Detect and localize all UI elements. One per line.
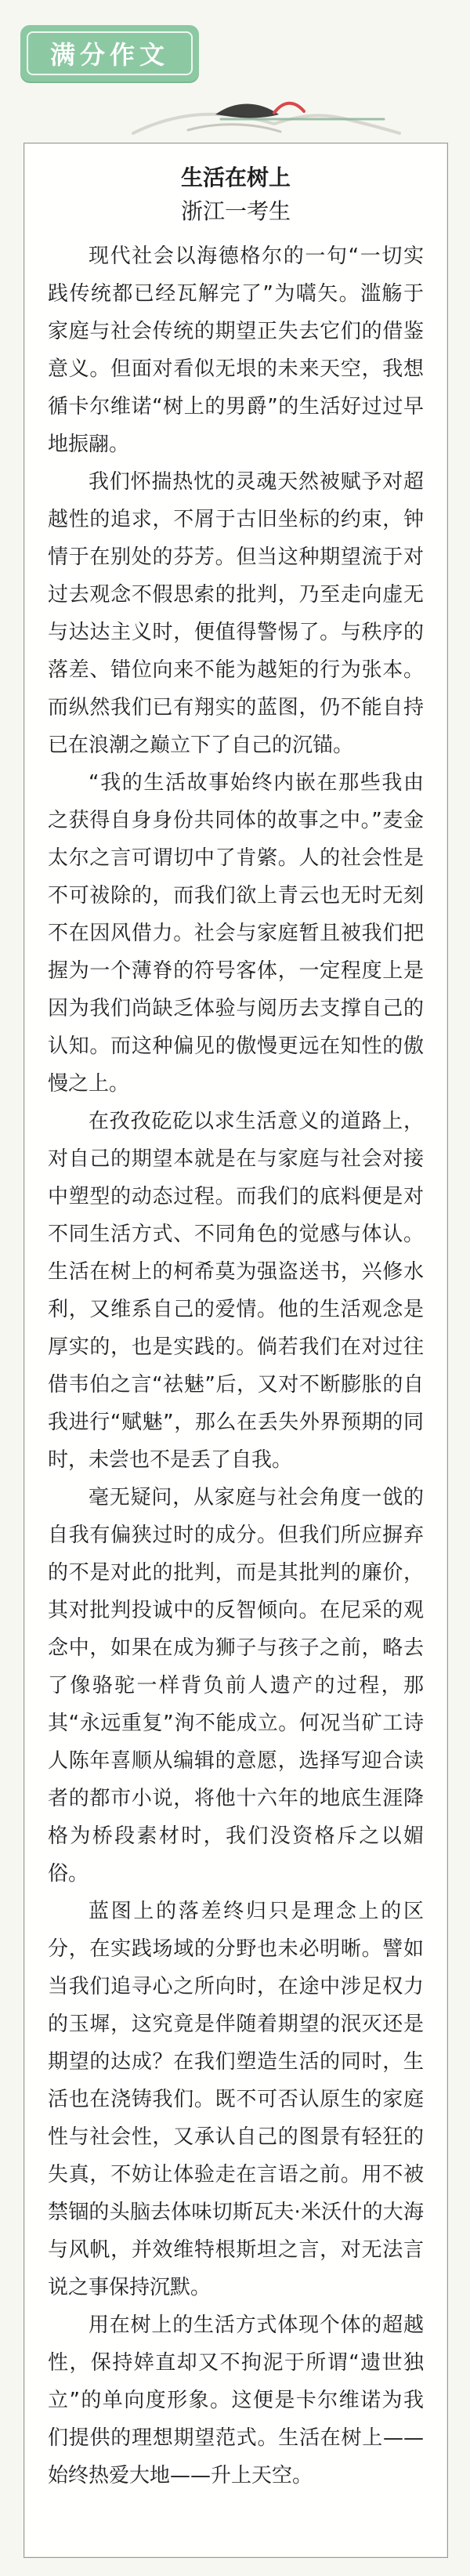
mist-line [188,125,280,132]
article-title: 生活在树上 [180,165,291,190]
category-tag [20,25,199,82]
banner [0,0,470,133]
category-tag-label: 满分作文 [49,40,169,70]
paragraph-7: 用在树上的生活方式体现个体的超越性，保持婞直却又不拘泥于所谓“遗世独立”的单向度形象。这便是卡尔维诺为我们提供的理想期望范式。生活在树上——始终热爱大地——升上天空。 [48,2313,424,2487]
paragraph-2: 我们怀揣热忱的灵魂天然被赋予对超越性的追求，不屑于古旧坐标的约束，钟情于在别处的芬芳。但当这种期望流于对过去观念不假思索的批判，乃至走向虚无与达达主义时，便值得警惕了。与秩序的落差、错位向来不能为越矩的行为张本。而纵然我们已有翔实的蓝图，仍不能自持已在浪潮之巅立下了自己的沉锚。 [48,470,424,757]
article-body [48,237,424,2494]
article-card [24,143,448,2558]
mountain-silhouette [133,114,400,133]
paragraph-5: 毫无疑问，从家庭与社会角度一戗的自我有偏狭过时的成分。但我们所应摒弃的不是对此的批判，而是其批判的廉价，其对批判投诚中的反智倾向。在尼采的观念中，如果在成为狮子与孩子之前，略去了像骆驼一样背负前人遗产的过程，那其“永远重复”洵不能成立。何况当矿工诗人陈年喜顺从编辑的意愿，选择写迎合读者的都市小说，将他十六年的地底生涯降格为桥段素材时，我们没资格斥之以媚俗。 [48,1486,424,1886]
red-accent [274,103,304,113]
paragraph-1: 现代社会以海德格尔的一句“一切实践传统都已经瓦解完了”为嚆矢。滥觞于家庭与社会传统的期望正失去它们的借鉴意义。但面对看似无垠的未来天空，我想循卡尔维诺“树上的男爵”的生活好过过早地振翮。 [48,245,424,456]
paragraph-6: 蓝图上的落差终归只是理念上的区分，在实践场域的分野也未必明晰。譬如当我们追寻心之所向时，在途中涉足权力的玉墀，这究竟是伴随着期望的泯灭还是期望的达成？在我们塑造生活的同时，生活也在浇铸我们。既不可否认原生的家庭性与社会性，又承认自己的图景有轻狂的失真，不妨让体验走在言语之前。用不被禁锢的头脑去体味切斯瓦夫·米沃什的大海与风帆，并效维特根斯坦之言，对无法言说之事保持沉默。 [48,1900,424,2299]
category-tag-frame [27,31,193,75]
paragraph-4: 在孜孜矻矻以求生活意义的道路上，对自己的期望本就是在与家庭与社会对接中塑型的动态过程。而我们的底料便是对不同生活方式、不同角色的觉感与体认。生活在树上的柯希莫为强盗送书，兴修水利，又维系自己的爱情。他的生活观念是厚实的，也是实践的。倘若我们在对过往借韦伯之言“祛魅”后，又对不断膨胀的自我进行“赋魅”，那么在丢失外界预期的同时，未尝也不是丢了自我。 [48,1110,424,1472]
paragraph-3: “我的生活故事始终内嵌在那些我由之获得自身身份共同体的故事之中。”麦金太尔之言可谓切中了肯綮。人的社会性是不可祓除的，而我们欲上青云也无时无刻不在因风借力。社会与家庭暂且被我们把握为一个薄脊的符号客体，一定程度上是因为我们尚缺乏体验与阅历去支撑自己的认知。而这种偏见的傲慢更远在知性的傲慢之上。 [48,771,424,1096]
ink-landscape-decoration [16,92,454,147]
article-author: 浙江一考生 [180,198,291,224]
